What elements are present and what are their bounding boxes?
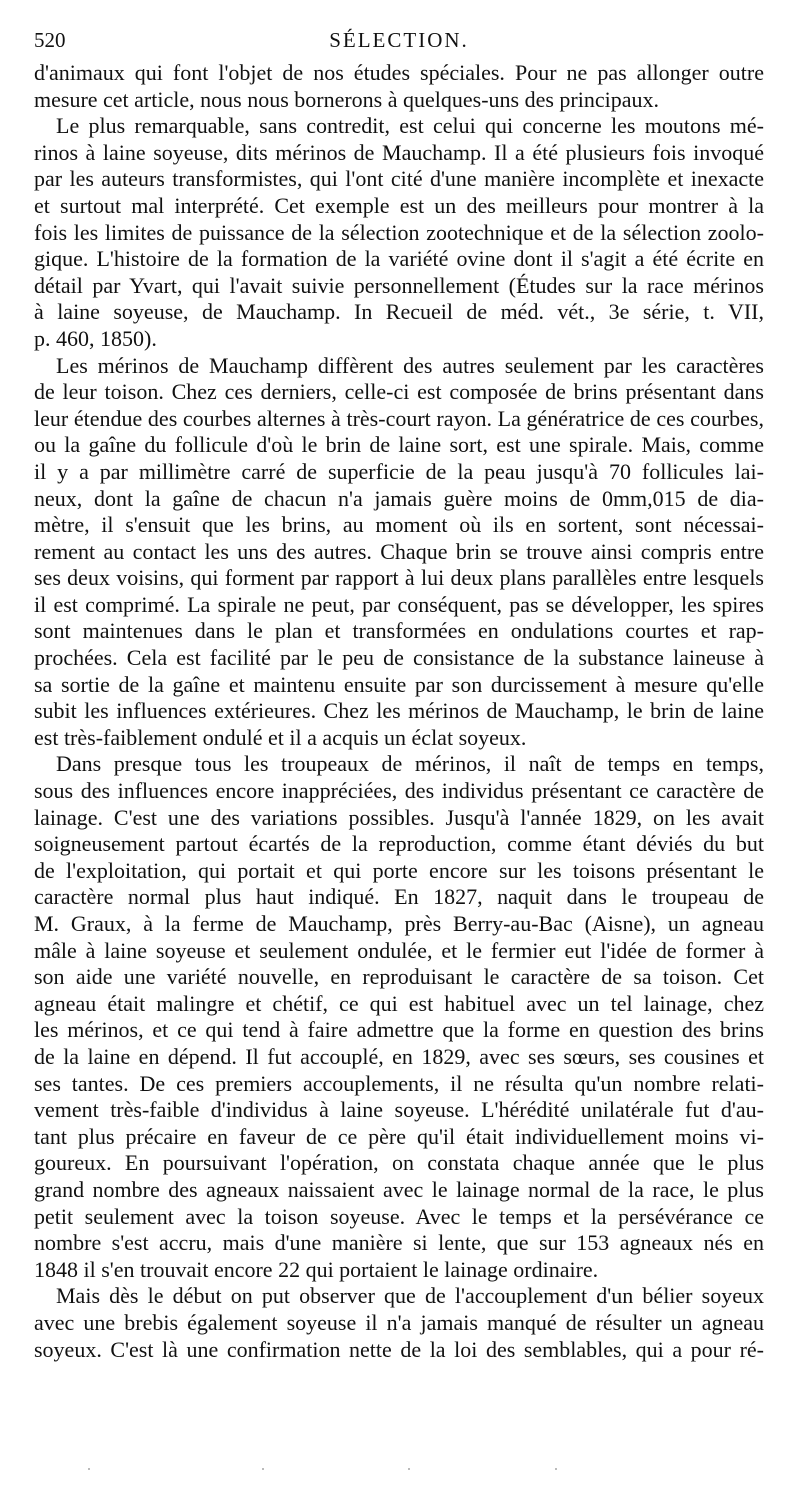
text-line: de leur toison. Chez ces derniers, celle-ci est composée de brins présentant dans xyxy=(34,379,764,405)
text-line: mesure cet article, nous nous bornerons à quelques-uns des principaux. xyxy=(34,86,659,112)
text-line: ses deux voisins, qui forment par rapport à lui deux plans parallèles entre lesquels xyxy=(34,565,764,591)
body-text xyxy=(34,60,764,1363)
text-line: vement très-faible d'individus à laine soyeuse. L'hérédité unilatérale fut d'au- xyxy=(34,1097,764,1123)
text-line: de l'exploitation, qui portait et qui porte encore sur les toisons présentant le xyxy=(34,857,764,883)
scan-marks xyxy=(0,1468,800,1472)
text-line: les mérinos, et ce qui tend à faire admettre que la forme en question des brins xyxy=(34,1017,764,1043)
text-line: il y a par millimètre carré de superficie de la peau jusqu'à 70 follicules lai- xyxy=(34,458,764,484)
text-line: mâle à laine soyeuse et seulement ondulée, et le fermier eut l'idée de former à xyxy=(34,937,764,963)
text-line: soyeux. C'est là une confirmation nette de la loi des semblables, qui a pour ré- xyxy=(34,1336,764,1362)
text-line: p. 460, 1850). xyxy=(34,325,157,351)
text-line: goureux. En poursuivant l'opération, on constata chaque année que le plus xyxy=(34,1150,764,1176)
text-line: il est comprimé. La spirale ne peut, par conséquent, pas se développer, les spires xyxy=(34,591,764,617)
text-line: leur étendue des courbes alternes à très-court rayon. La génératrice de ces courbes, xyxy=(34,405,764,431)
text-line: rinos à laine soyeuse, dits mérinos de Mauchamp. Il a été plusieurs fois invoqué xyxy=(34,139,764,165)
text-line: neux, dont la gaîne de chacun n'a jamais guère moins de 0mm,015 de dia- xyxy=(34,485,764,511)
text-line: nombre s'est accru, mais d'une manière si lente, que sur 153 agneaux nés en xyxy=(34,1230,764,1256)
text-line: tant plus précaire en faveur de ce père qu'il était individuellement moins vi- xyxy=(34,1123,764,1149)
text-line: avec une brebis également soyeuse il n'a jamais manqué de résulter un agneau xyxy=(34,1309,764,1335)
text-line: caractère normal plus haut indiqué. En 1827, naquit dans le troupeau de xyxy=(34,884,764,910)
text-line: sous des influences encore inappréciées, des individus présentant ce caractère de xyxy=(34,778,764,804)
text-line: gique. L'histoire de la formation de la variété ovine dont il s'agit a été écrite en xyxy=(34,246,764,272)
text-line: est très-faiblement ondulé et il a acquis un éclat soyeux. xyxy=(34,724,527,750)
text-line: et surtout mal interprété. Cet exemple est un des meilleurs pour montrer à la xyxy=(34,192,764,218)
text-line: rement au contact les uns des autres. Chaque brin se trouve ainsi compris entre xyxy=(34,538,764,564)
text-line: d'animaux qui font l'objet de nos études spéciales. Pour ne pas allonger outre xyxy=(34,60,764,85)
text-line: ou la gaîne du follicule d'où le brin de laine sort, est une spirale. Mais, comme xyxy=(34,432,764,458)
text-line: ses tantes. De ces premiers accouplements, il ne résulta qu'un nombre relati- xyxy=(34,1070,764,1096)
text-line: agneau était malingre et chétif, ce qui est habituel avec un tel lainage, chez xyxy=(34,990,764,1016)
text-line: mètre, il s'ensuit que les brins, au moment où ils en sortent, sont nécessai- xyxy=(34,512,764,538)
scan-speck xyxy=(88,1468,90,1470)
text-line: grand nombre des agneaux naissaient avec le lainage normal de la race, le plus xyxy=(34,1176,764,1202)
text-line: fois les limites de puissance de la sélection zootechnique et de la sélection zoolo- xyxy=(34,219,764,245)
text-line: détail par Yvart, qui l'avait suivie personnellement (Études sur la race mérinos xyxy=(34,272,764,298)
text-line: sont maintenues dans le plan et transformées en ondulations courtes et rap- xyxy=(34,618,764,644)
text-line: sa sortie de la gaîne et maintenu ensuite par son durcissement à mesure qu'elle xyxy=(34,671,764,697)
text-line: subit les influences extérieures. Chez les mérinos de Mauchamp, le brin de laine xyxy=(34,698,764,724)
text-line: petit seulement avec la toison soyeuse. Avec le temps et la persévérance ce xyxy=(34,1203,764,1229)
text-line: M. Graux, à la ferme de Mauchamp, près Berry-au-Bac (Aisne), un agneau xyxy=(34,911,764,936)
text-line: à laine soyeuse, de Mauchamp. In Recueil de méd. vét., 3e série, t. VII, xyxy=(34,299,764,325)
text-line: par les auteurs transformistes, qui l'ont cité d'une manière incomplète et inexacte xyxy=(34,166,764,192)
page-number: 520 xyxy=(34,28,66,52)
scan-speck xyxy=(555,1468,557,1470)
page-header xyxy=(34,26,764,60)
text-line: Les mérinos de Mauchamp diffèrent des autres seulement par les caractères xyxy=(56,352,764,378)
scan-speck xyxy=(408,1468,410,1470)
text-line: prochées. Cela est facilité par le peu de consistance de la substance laineuse à xyxy=(34,645,764,671)
text-line: lainage. C'est une des variations possibles. Jusqu'à l'année 1829, on les avait xyxy=(34,804,764,830)
text-line: Dans presque tous les troupeaux de mérinos, il naît de temps en temps, xyxy=(56,751,764,777)
text-line: de la laine en dépend. Il fut accouplé, en 1829, avec ses sœurs, ses cousines et xyxy=(34,1043,764,1069)
book-page xyxy=(34,26,764,1363)
text-line: Le plus remarquable, sans contredit, est celui qui concerne les moutons mé- xyxy=(56,113,764,139)
text-line: son aide une variété nouvelle, en reproduisant le caractère de sa toison. Cet xyxy=(34,964,764,990)
scan-speck xyxy=(262,1468,264,1470)
text-line: soigneusement partout écartés de la reproduction, comme étant déviés du but xyxy=(34,831,764,857)
running-title: SÉLECTION. xyxy=(329,28,469,52)
text-line: Mais dès le début on put observer que de l'accouplement d'un bélier soyeux xyxy=(56,1283,764,1309)
text-line: 1848 il s'en trouvait encore 22 qui portaient le lainage ordinaire. xyxy=(34,1256,599,1282)
